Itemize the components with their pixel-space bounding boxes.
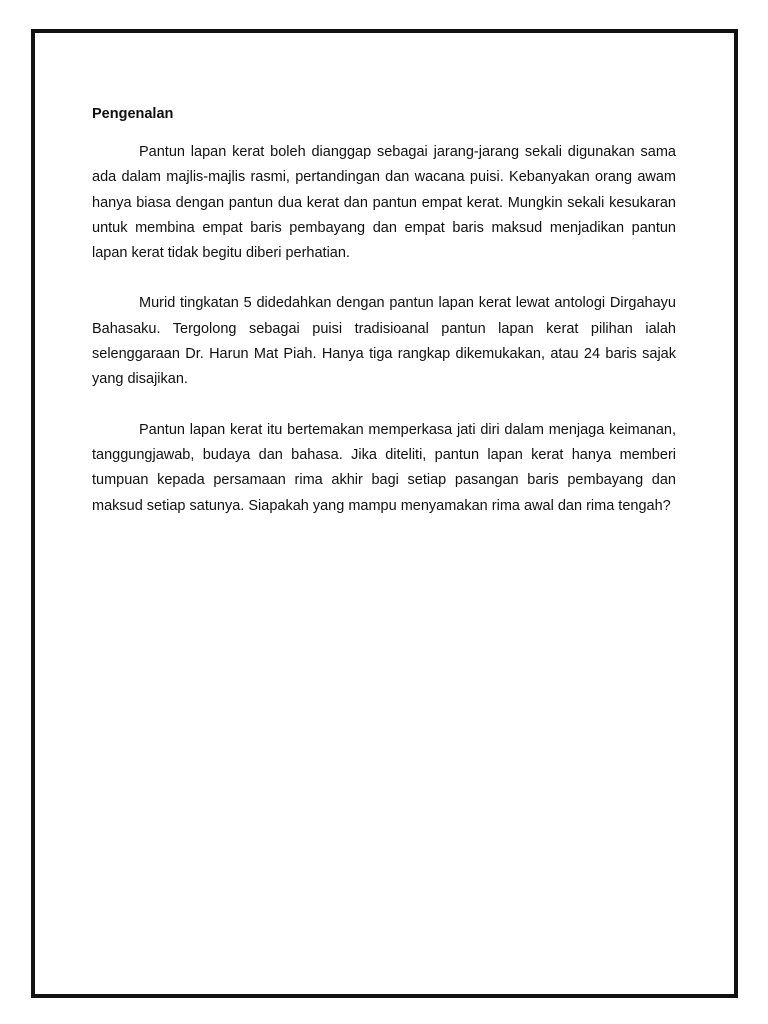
paragraph-3: Pantun lapan kerat itu bertemakan memperkasa jati diri dalam menjaga keimanan, tanggungjawab, budaya dan bahasa. Jika diteliti, pantun lapan kerat hanya memberi tumpuan kepada persamaan rima akhir bagi setiap pasangan baris pembayang dan maksud setiap satunya. Siapakah yang mampu menyamakan rima awal dan rima tengah? (92, 421, 676, 514)
section-heading: Pengenalan (92, 106, 174, 122)
document-body (92, 102, 676, 544)
paragraph-1: Pantun lapan kerat boleh dianggap sebagai jarang-jarang sekali digunakan sama ada dalam majlis-majlis rasmi, pertandingan dan wacana puisi. Kebanyakan orang awam hanya biasa dengan pantun dua kerat dan pantun empat kerat. Mungkin sekali kesukaran untuk membina empat baris pembayang dan empat baris maksud menjadikan pantun lapan kerat tidak begitu diberi perhatian. (92, 144, 676, 262)
paragraph-2: Murid tingkatan 5 didedahkan dengan pantun lapan kerat lewat antologi Dirgahayu Bahasaku. Tergolong sebagai puisi tradisioanal pantun lapan kerat pilihan ialah selenggaraan Dr. Harun Mat Piah. Hanya tiga rangkap dikemukakan, atau 24 baris sajak yang disajikan. (92, 295, 676, 388)
